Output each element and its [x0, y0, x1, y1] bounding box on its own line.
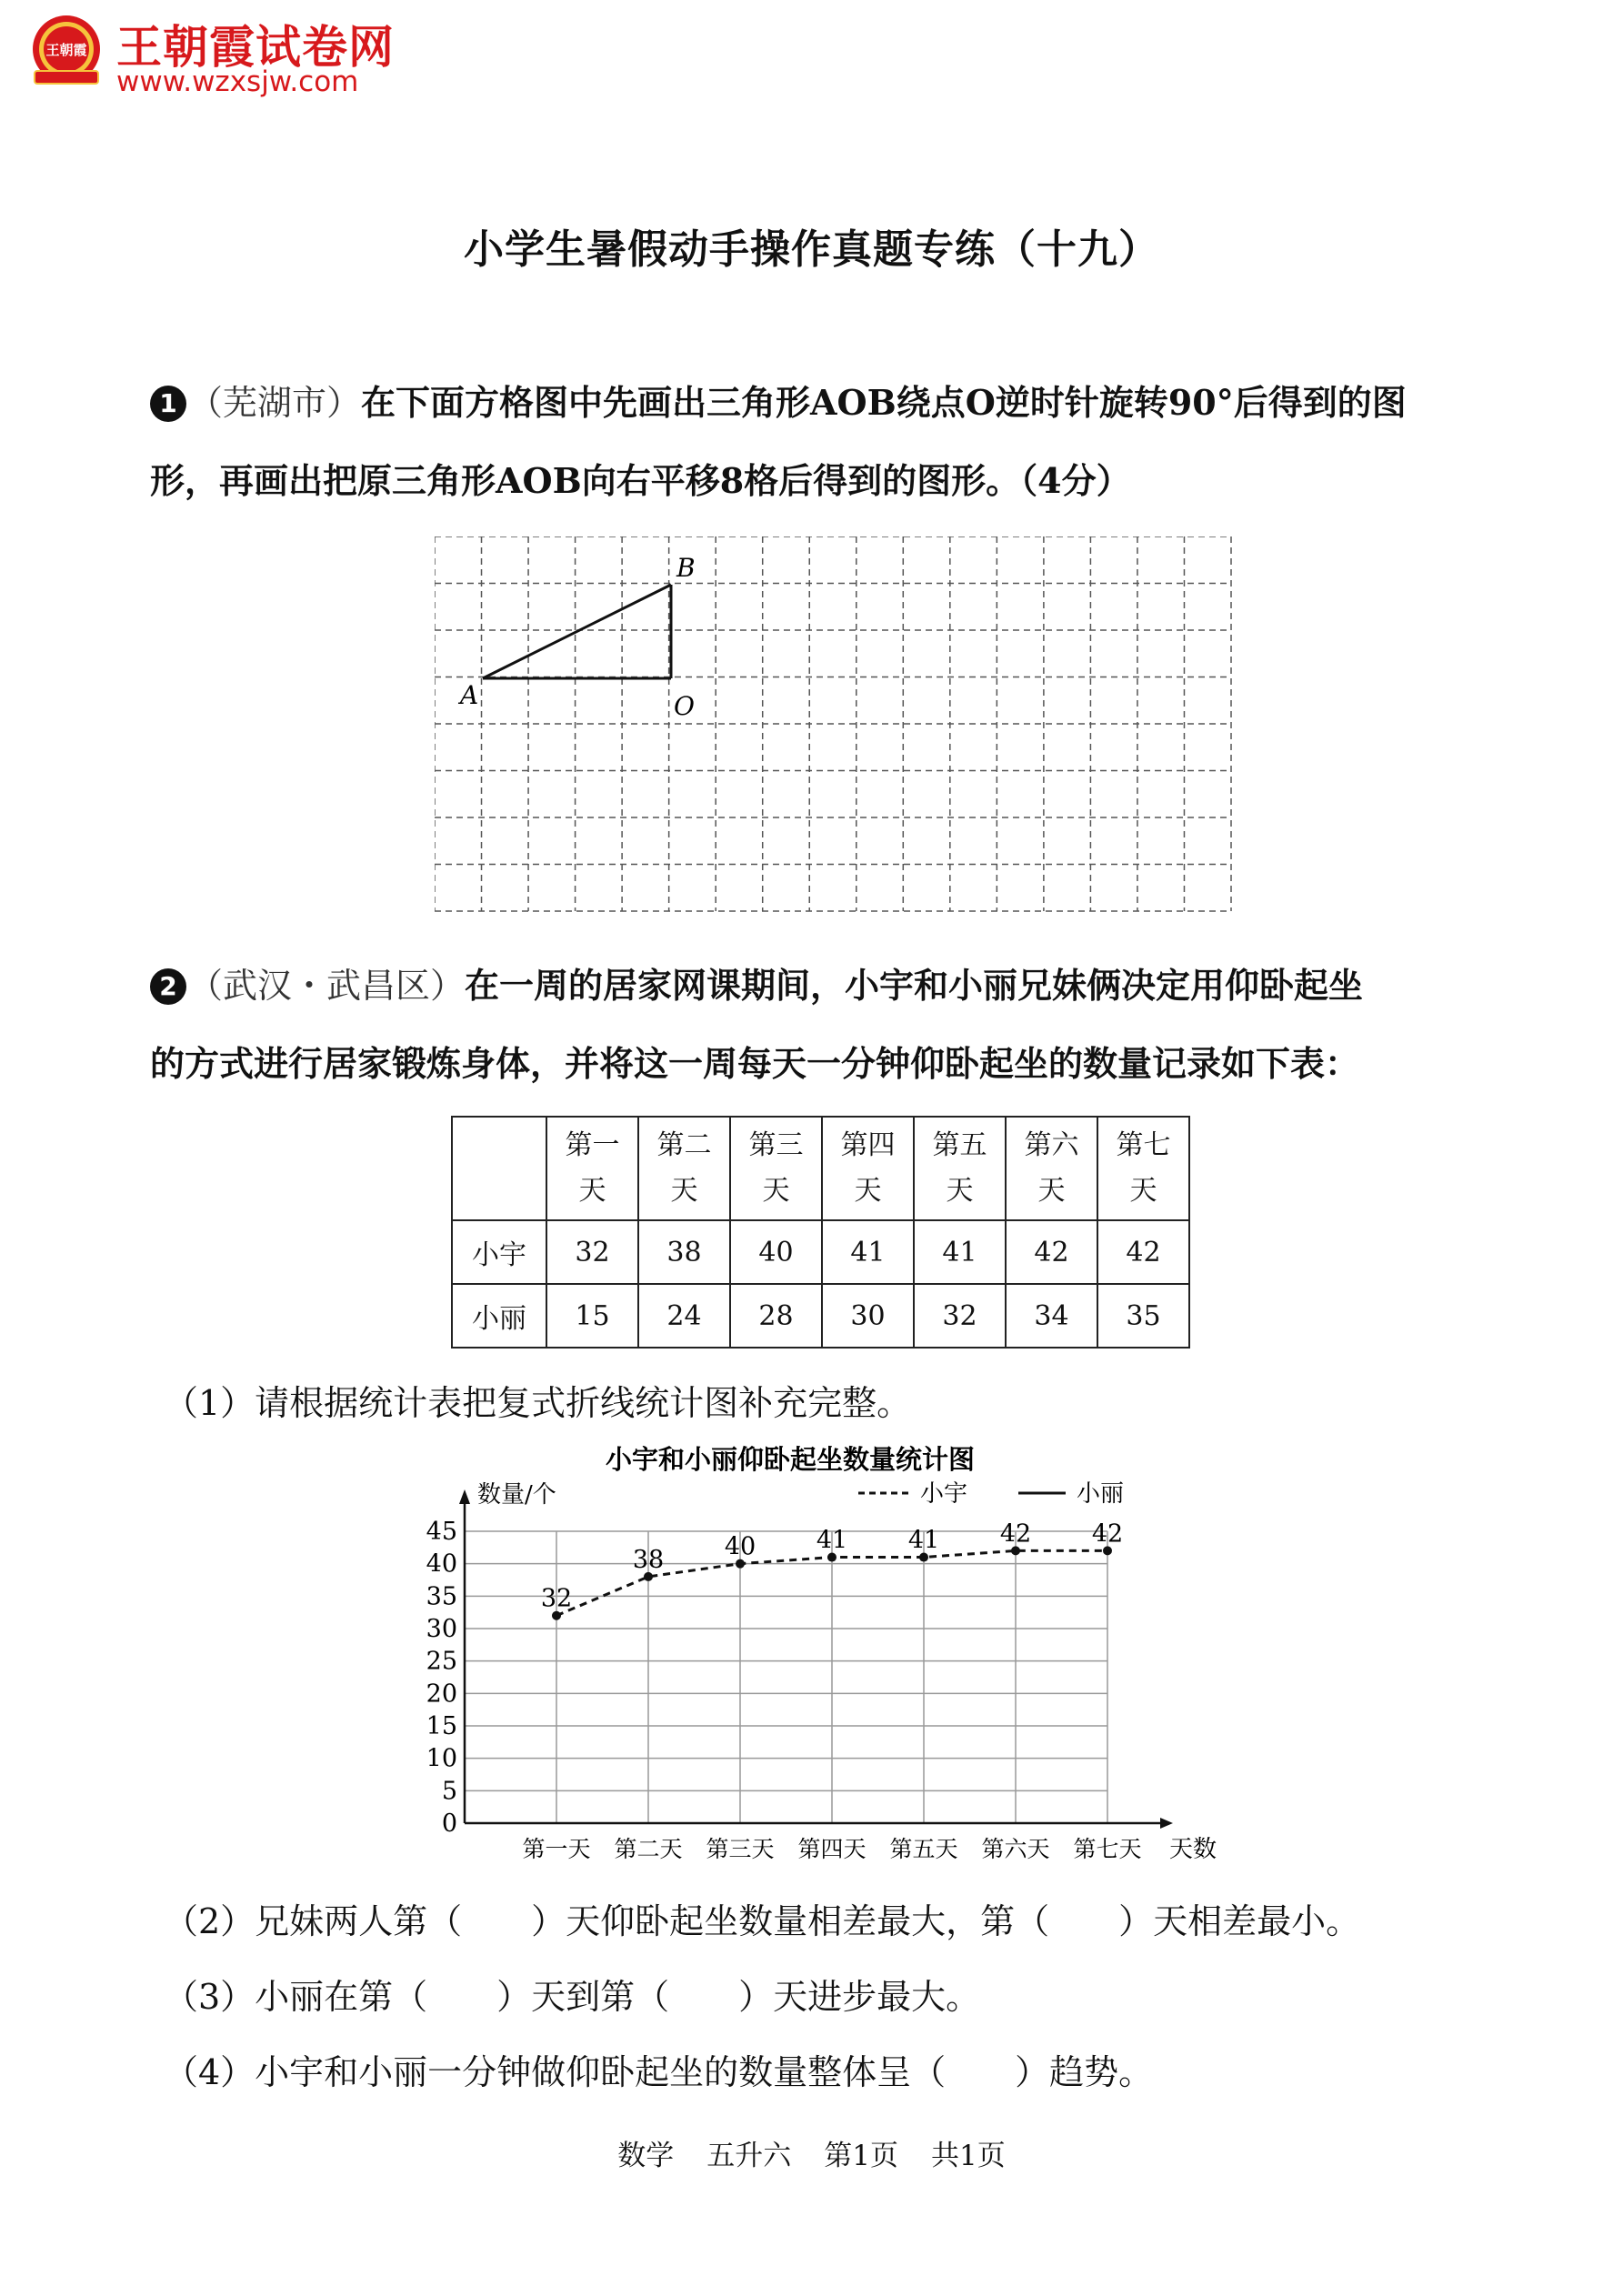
- table-header-cell: 第七 天: [1097, 1117, 1189, 1220]
- x-tick-label: 第四天: [797, 1836, 867, 1862]
- table-header-cell: 第六 天: [1006, 1117, 1097, 1220]
- data-label: 32: [540, 1584, 573, 1613]
- table-row-xiaoyu: [452, 1220, 1189, 1284]
- brand-name: 王朝霞试卷网: [116, 21, 395, 74]
- table-header-cell: 第一 天: [546, 1117, 638, 1220]
- x-tick-label: 第三天: [706, 1836, 775, 1862]
- footer-page: 第1页: [824, 2140, 898, 2172]
- label-o: O: [674, 691, 695, 721]
- table-cell: 28: [730, 1284, 822, 1348]
- table-header-cell: 第二 天: [638, 1117, 730, 1220]
- table-cell: 41: [822, 1220, 914, 1284]
- line-chart: [418, 1439, 1237, 1866]
- table-cell: 42: [1097, 1220, 1189, 1284]
- y-tick-label: 10: [426, 1744, 457, 1773]
- sub-question-3: （3）小丽在第（ ）天到第（ ）天进步最大。: [164, 1977, 981, 2017]
- x-tick-label: 第二天: [614, 1836, 683, 1862]
- q1-text-2: 形，再画出把原三角形AOB向右平移8格后得到的图形。（4分）: [150, 460, 1131, 501]
- brand-url: www.wzxsjw.com: [116, 65, 359, 98]
- table-header-cell: 第五 天: [914, 1117, 1006, 1220]
- y-tick-label: 45: [426, 1518, 457, 1546]
- table-header-cell: 第三 天: [730, 1117, 822, 1220]
- page-title: 小学生暑假动手操作真题专练（十九）: [464, 226, 1159, 273]
- q2-line1: [150, 958, 1363, 1008]
- row-label-xiaoli: 小丽: [452, 1284, 546, 1348]
- q1-source: （芜湖市）: [188, 383, 362, 423]
- table-cell: 32: [914, 1284, 1006, 1348]
- table-cell: 24: [638, 1284, 730, 1348]
- table-cell: 40: [730, 1220, 822, 1284]
- table-cell: 30: [822, 1284, 914, 1348]
- q2-text-2: 的方式进行居家锻炼身体，并将这一周每天一分钟仰卧起坐的数量记录如下表：: [150, 1043, 1360, 1084]
- x-tick-label: 第五天: [889, 1836, 958, 1862]
- q2-number: 2: [150, 968, 186, 1005]
- table-cell: 15: [546, 1284, 638, 1348]
- q2-source: （武汉・武昌区）: [188, 966, 466, 1006]
- footer-subject: 数学: [617, 2140, 675, 2172]
- row-label-xiaoyu: 小宇: [452, 1220, 546, 1284]
- q1-text-1: 在下面方格图中先画出三角形AOB绕点O逆时针旋转90°后得到的图: [361, 382, 1407, 423]
- legend-xiaoli: 小丽: [1077, 1480, 1125, 1508]
- data-label: 40: [724, 1532, 756, 1561]
- data-label: 42: [999, 1519, 1032, 1549]
- x-tick-label: 第七天: [1073, 1836, 1142, 1862]
- table-cell: 38: [638, 1220, 730, 1284]
- data-label: 38: [632, 1545, 665, 1574]
- legend-xiaoyu: 小宇: [920, 1480, 968, 1508]
- y-tick-label: 15: [426, 1712, 457, 1740]
- data-label: 42: [1091, 1519, 1124, 1549]
- footer-grade: 五升六: [706, 2140, 792, 2172]
- label-a: A: [460, 680, 479, 710]
- table-cell: 35: [1097, 1284, 1189, 1348]
- grid-figure: [435, 536, 1235, 918]
- y-tick-label: 25: [426, 1647, 457, 1676]
- table-cell: 34: [1006, 1284, 1097, 1348]
- table-cell: 41: [914, 1220, 1006, 1284]
- data-label: 41: [816, 1526, 848, 1555]
- table-cell: 32: [546, 1220, 638, 1284]
- y-tick-label: 40: [426, 1549, 457, 1579]
- table-header-row: [452, 1117, 1189, 1220]
- x-tick-label: 第一天: [522, 1836, 591, 1862]
- data-table: [451, 1116, 1190, 1349]
- footer-total: 共1页: [931, 2140, 1006, 2172]
- q2-text-1: 在一周的居家网课期间，小宇和小丽兄妹俩决定用仰卧起坐: [465, 965, 1364, 1006]
- data-label: 41: [907, 1526, 940, 1555]
- label-b: B: [676, 553, 696, 583]
- table-corner-cell: [452, 1117, 546, 1220]
- chart-title: 小宇和小丽仰卧起坐数量统计图: [605, 1444, 976, 1475]
- x-axis-arrow: [1160, 1818, 1173, 1829]
- table-row-xiaoli: [452, 1284, 1189, 1348]
- y-axis-label: 数量/个: [477, 1481, 556, 1509]
- x-axis-label: 天数: [1168, 1836, 1217, 1863]
- triangle-side-ab: [483, 585, 671, 678]
- y-tick-label: 30: [426, 1615, 457, 1643]
- q1-line1: [150, 375, 1407, 425]
- logo-text: 王朝霞: [45, 42, 87, 58]
- q1-number: 1: [150, 386, 186, 422]
- y-tick-label: 20: [426, 1679, 457, 1709]
- y-axis-arrow: [459, 1489, 470, 1504]
- sub-question-2: （2）兄妹两人第（ ）天仰卧起坐数量相差最大，第（ ）天相差最小。: [164, 1901, 1361, 1941]
- table-cell: 42: [1006, 1220, 1097, 1284]
- sub-question-1: （1）请根据统计表把复式折线统计图补充完整。: [164, 1383, 912, 1423]
- page-footer: [0, 2132, 1623, 2173]
- y-tick-label: 35: [426, 1582, 457, 1611]
- sub-question-4: （4）小宇和小丽一分钟做仰卧起坐的数量整体呈（ ）趋势。: [164, 2052, 1154, 2092]
- table-header-cell: 第四 天: [822, 1117, 914, 1220]
- y-tick-label: 0: [441, 1810, 457, 1838]
- y-tick-label: 5: [441, 1777, 457, 1806]
- logo-badge: [27, 13, 105, 91]
- x-tick-label: 第六天: [981, 1836, 1050, 1862]
